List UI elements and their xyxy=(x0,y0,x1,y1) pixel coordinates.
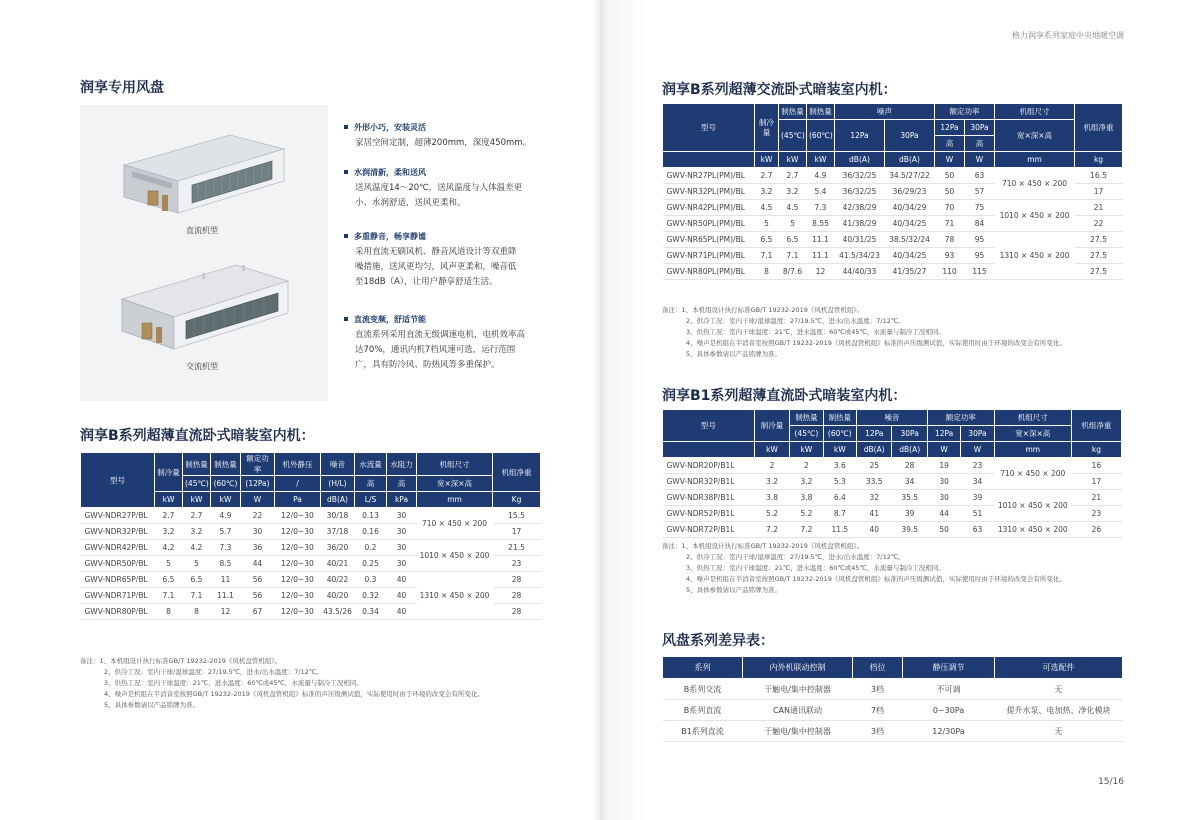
unit-weight: Kg xyxy=(493,492,541,508)
size-cell: 710 × 450 × 200 xyxy=(994,458,1071,490)
size-cell: 1310 × 450 × 200 xyxy=(995,232,1075,280)
size-cell: 1010 × 450 × 200 xyxy=(995,200,1075,232)
col-static: 机外静压 xyxy=(275,453,321,476)
col-weight: 机组净重 xyxy=(1075,104,1123,152)
feature-body: 送风温度14～20℃，送风温度与人体温差更 小、水润舒适，送风更柔和。 xyxy=(355,183,523,208)
ac-unit-image xyxy=(112,255,292,361)
feature-body: 家居空间定制，超薄200mm，深度450mm。 xyxy=(355,138,532,148)
table-row: GWV-NDR32P/B1L 3.2 3.2 5.3 33.5 34 30 34 17 xyxy=(663,474,1122,490)
page-number: 15/16 xyxy=(1098,777,1124,787)
unit-weight: kg xyxy=(1075,152,1123,168)
sub-heat45: (45℃) xyxy=(183,476,211,492)
feature-title: 外形小巧，安装灵活 xyxy=(344,122,568,133)
col-heat45: 制热量 xyxy=(183,453,211,476)
unit-heat45: kW xyxy=(779,152,807,168)
table-row: GWV-NDR27P/BL 2.7 2.7 4.9 22 12/0~30 30/18 0.13 30 710 × 450 × 200 15.5 xyxy=(81,508,541,524)
sub-power12-high: 高 xyxy=(935,136,965,152)
col-power: 额定功率 xyxy=(241,453,275,476)
unit-size: mm xyxy=(994,442,1071,458)
col-water: 水流量 xyxy=(355,453,387,476)
b-dc-spec-table xyxy=(80,452,541,620)
b1-dc-notes: 备注：1、本机组设计执行标准GB/T 19232-2019《风机盘管机组》。 2、供冷工况：室内干球/湿球温度：27/19.5℃，进水/出水温度：7/12℃。 3、供热工况：室内干球温度：21℃，进水温度：60℃或45℃，水流量与制冷工况相同。 4、噪声是机组在半消音室按照GB/T 19232-2019《风机盘管机组》标准的声压级测试值，实际使用时由于环境的改变会有所变化。 5、具体参数请以产品铭牌为准。 xyxy=(662,542,1066,594)
unit-heat45: kW xyxy=(183,492,211,508)
table-row: GWV-NDR72P/B1L 7.2 7.2 11.5 40 39.5 50 63 1310 × 450 × 200 26 xyxy=(663,522,1122,538)
unit-heat45: kW xyxy=(790,442,823,458)
feature-title: 直流变频，舒适节能 xyxy=(344,314,568,325)
table-row: GWV-NDR32P/BL 3.2 3.2 5.7 30 12/0~30 37/18 0.16 30 17 xyxy=(81,524,541,540)
unit-noise12: dB(A) xyxy=(835,152,885,168)
size-cell: 710 × 450 × 200 xyxy=(995,168,1075,200)
sub-noise12: 12Pa xyxy=(857,426,892,442)
feature-title: 多重静音，畅享静谧 xyxy=(344,231,568,242)
feature-title: 水润清新，柔和送风 xyxy=(344,167,568,178)
unit-heat60: kW xyxy=(211,492,241,508)
right-page xyxy=(600,0,1200,820)
sub-noise12: 12Pa xyxy=(835,120,885,152)
header-title: 格力润享系列家庭中央地暖空调 xyxy=(1012,31,1124,40)
unit-cool: kW xyxy=(755,152,779,168)
table-row: GWV-NR27PL(PM)/BL 2.7 2.7 4.9 36/32/25 34.5/27/22 50 63 710 × 450 × 200 16.5 xyxy=(663,168,1123,184)
col-heat45: 制热量 xyxy=(779,104,807,120)
sub-noise30: 30Pa xyxy=(892,426,927,442)
table-row: GWV-NDR20P/B1L 2 2 3.6 25 28 19 23 710 × 450 × 200 16 xyxy=(663,458,1122,474)
unit-noise12: dB(A) xyxy=(857,442,892,458)
unit-size: mm xyxy=(417,492,493,508)
feature-compact xyxy=(344,122,568,151)
fan-section-title: 润享专用风盘 xyxy=(80,80,164,96)
table-row: GWV-NR65PL(PM)/BL 6.5 6.5 11.1 40/31/25 38.5/32/24 78 95 1310 × 450 × 200 27.5 xyxy=(663,232,1123,248)
product-image-panel xyxy=(80,105,328,401)
sub-resist: 高 xyxy=(387,476,417,492)
sub-power30-high: 高 xyxy=(965,136,995,152)
col-linkage: 内外机联动控制 xyxy=(743,657,853,679)
size-cell: 1310 × 450 × 200 xyxy=(417,572,493,620)
unit-model xyxy=(663,152,755,168)
unit-noise30: dB(A) xyxy=(885,152,935,168)
col-series: 系列 xyxy=(663,657,743,679)
table-row: GWV-NDR65P/BL 6.5 6.5 11 56 12/0~30 40/22 0.3 40 1310 × 450 × 200 28 xyxy=(81,572,541,588)
table-row: GWV-NR42PL(PM)/BL 4.5 4.5 7.3 42/38/29 40/34/29 70 75 1010 × 450 × 200 21 xyxy=(663,200,1123,216)
sub-power12: 12Pa xyxy=(927,426,960,442)
col-heat45: 制热量 xyxy=(790,410,823,426)
col-static: 静压调节 xyxy=(903,657,995,679)
sub-heat45: (45℃) xyxy=(779,120,807,152)
col-model: 型号 xyxy=(81,453,155,508)
sub-heat60: (60℃) xyxy=(211,476,241,492)
col-noise: 噪声 xyxy=(835,104,935,120)
fan-coil-unit-icon xyxy=(112,255,292,361)
sub-noise30: 30Pa xyxy=(885,120,935,152)
sub-static: / xyxy=(275,476,321,492)
b1-dc-title: 润享B1系列超薄直流卧式暗装室内机： xyxy=(662,388,907,404)
col-heat60: 制热量 xyxy=(807,104,835,120)
ac-unit-caption: 交流机型 xyxy=(186,362,218,371)
b-ac-title: 润享B系列超薄交流卧式暗装室内机： xyxy=(662,82,897,98)
feature-quiet xyxy=(344,231,568,290)
table-row: GWV-NR80PL(PM)/BL 8 8/7.6 12 44/40/33 41/35/27 110 115 27.5 xyxy=(663,264,1123,280)
col-heat60: 制热量 xyxy=(211,453,241,476)
dc-unit-caption: 直流机型 xyxy=(186,226,218,235)
sub-heat60: (60℃) xyxy=(823,426,856,442)
book-fold xyxy=(592,0,608,820)
sub-power30: 30Pa xyxy=(961,426,994,442)
col-noise: 噪音 xyxy=(321,453,355,476)
diff-title: 风盘系列差异表： xyxy=(662,633,774,649)
table-row: B系列交流 干触电/集中控制器 3档 不可调 无 xyxy=(663,679,1123,700)
sub-size: 宽×深×高 xyxy=(417,476,493,492)
feature-gentle-air xyxy=(344,167,568,211)
size-cell: 1010 × 450 × 200 xyxy=(417,540,493,572)
size-cell: 710 × 450 × 200 xyxy=(417,508,493,540)
unit-water: L/S xyxy=(355,492,387,508)
sub-water: 高 xyxy=(355,476,387,492)
col-cool: 制冷量 xyxy=(155,453,183,492)
table-row: GWV-NDR52P/B1L 5.2 5.2 8.7 41 39 44 51 23 xyxy=(663,506,1122,522)
sub-power12: 12Pa xyxy=(935,120,965,136)
sub-power30: 30Pa xyxy=(965,120,995,136)
sub-size: 宽×深×高 xyxy=(994,426,1071,442)
unit-power12: W xyxy=(935,152,965,168)
fan-coil-unit-icon xyxy=(112,127,292,227)
unit-model xyxy=(663,442,755,458)
col-weight: 机组净重 xyxy=(1071,410,1121,442)
dc-unit-image xyxy=(112,127,292,227)
sub-power: (12Pa) xyxy=(241,476,275,492)
unit-heat60: kW xyxy=(823,442,856,458)
table-row: GWV-NR50PL(PM)/BL 5 5 8.55 41/38/29 40/34/25 71 84 22 xyxy=(663,216,1123,232)
b-dc-notes: 备注：1、本机组设计执行标准GB/T 19232-2019《风机盘管机组》。 2、供冷工况：室内干球/湿球温度：27/19.5℃，进水/出水温度：7/12℃。 3、供热工况：室内干球温度：21℃，进水温度：60℃或45℃，水流量与制冷工况相同。 4、噪声是机组在半消音室按照GB/T 19232-2019《风机盘管机组》标准的声压级测试值，实际使用时由于环境的改变会有所变化。 5、具体参数请以产品铭牌为准。 xyxy=(80,657,484,709)
col-power: 额定功率 xyxy=(935,104,995,120)
col-weight: 机组净重 xyxy=(493,453,541,492)
feature-inverter xyxy=(344,314,568,373)
col-resist: 水阻力 xyxy=(387,453,417,476)
table-row: GWV-NDR71P/BL 7.1 7.1 11.1 56 12/0~30 40/20 0.32 40 28 xyxy=(81,588,541,604)
table-row: GWV-NDR42P/BL 4.2 4.2 7.3 36 12/0~30 36/20 0.2 30 1010 × 450 × 200 21.5 xyxy=(81,540,541,556)
col-size: 机组尺寸 xyxy=(995,104,1075,120)
unit-power30: W xyxy=(961,442,994,458)
table-row: B系列直流 CAN通讯联动 7档 0~30Pa 提升水泵、电加热、净化模块 xyxy=(663,700,1123,721)
col-model: 型号 xyxy=(663,104,755,152)
unit-static: Pa xyxy=(275,492,321,508)
unit-heat60: kW xyxy=(807,152,835,168)
unit-power12: W xyxy=(927,442,960,458)
table-row: GWV-NDR38P/B1L 3.8 3.8 6.4 32 35.5 30 39 1010 × 450 × 200 21 xyxy=(663,490,1122,506)
sub-noise: (H/L) xyxy=(321,476,355,492)
b-dc-title: 润享B系列超薄直流卧式暗装室内机： xyxy=(80,428,315,444)
table-row: GWV-NR32PL(PM)/BL 3.2 3.2 5.4 36/32/25 36/29/23 50 57 17 xyxy=(663,184,1123,200)
unit-power: W xyxy=(241,492,275,508)
b-ac-spec-table xyxy=(662,103,1123,280)
table-row: GWV-NDR50P/BL 5 5 8.5 44 12/0~30 40/21 0.25 30 23 xyxy=(81,556,541,572)
diff-table xyxy=(662,656,1123,742)
table-row: B1系列直流 干触电/集中控制器 3档 12/30Pa 无 xyxy=(663,721,1123,742)
col-cool: 制冷量 xyxy=(754,410,789,442)
col-size: 机组尺寸 xyxy=(417,453,493,476)
col-speed: 档位 xyxy=(853,657,903,679)
unit-noise: dB(A) xyxy=(321,492,355,508)
unit-power30: W xyxy=(965,152,995,168)
unit-cool: kW xyxy=(754,442,789,458)
size-cell: 1010 × 450 × 200 xyxy=(994,490,1071,522)
table-row: GWV-NDR80P/BL 8 8 12 67 12/0~30 43.5/26 0.34 40 28 xyxy=(81,604,541,620)
col-heat60: 制热量 xyxy=(823,410,856,426)
col-model: 型号 xyxy=(663,410,755,442)
feature-body: 直流系列采用直流无级调速电机，电机效率高 达70%，通讯内机7档风速可选，运行范围 广，具有防冷风、防热风等多重保护。 xyxy=(355,330,526,370)
unit-resist: kPa xyxy=(387,492,417,508)
b-ac-notes: 备注：1、本机组设计执行标准GB/T 19232-2019《风机盘管机组》。 2、供冷工况：室内干球/湿球温度：27/19.5℃，进水/出水温度：7/12℃。 3、供热工况：室内干球温度：21℃，进水温度：60℃或45℃，水流量与制冷工况相同。 4、噪声是机组在半消音室按照GB/T 19232-2019《风机盘管机组》标准的声压级测试值，实际使用时由于环境的改变会有所变化。 5、具体参数请以产品铭牌为准。 xyxy=(662,306,1066,358)
b1-dc-spec-table xyxy=(662,409,1122,538)
unit-weight: kg xyxy=(1071,442,1121,458)
size-cell: 1310 × 450 × 200 xyxy=(994,522,1071,538)
unit-cool: kW xyxy=(155,492,183,508)
col-accessory: 可选配件 xyxy=(995,657,1123,679)
feature-body: 采用直流无刷风机、静音风道设计等双重降 噪措施，送风更均匀，风声更柔和，噪音低 至18dB（A），让用户静享舒适生活。 xyxy=(355,247,517,287)
col-size: 机组尺寸 xyxy=(994,410,1071,426)
col-power: 额定功率 xyxy=(927,410,994,426)
col-noise: 噪音 xyxy=(857,410,928,426)
sub-size: 宽×深×高 xyxy=(995,120,1075,152)
unit-noise30: dB(A) xyxy=(892,442,927,458)
col-cool: 制冷量 xyxy=(755,104,779,152)
unit-size: mm xyxy=(995,152,1075,168)
sub-heat60: (60℃) xyxy=(807,120,835,152)
sub-heat45: (45℃) xyxy=(790,426,823,442)
table-row: GWV-NR71PL(PM)/BL 7.1 7.1 11.1 41.5/34/23 40/34/25 93 95 27.5 xyxy=(663,248,1123,264)
